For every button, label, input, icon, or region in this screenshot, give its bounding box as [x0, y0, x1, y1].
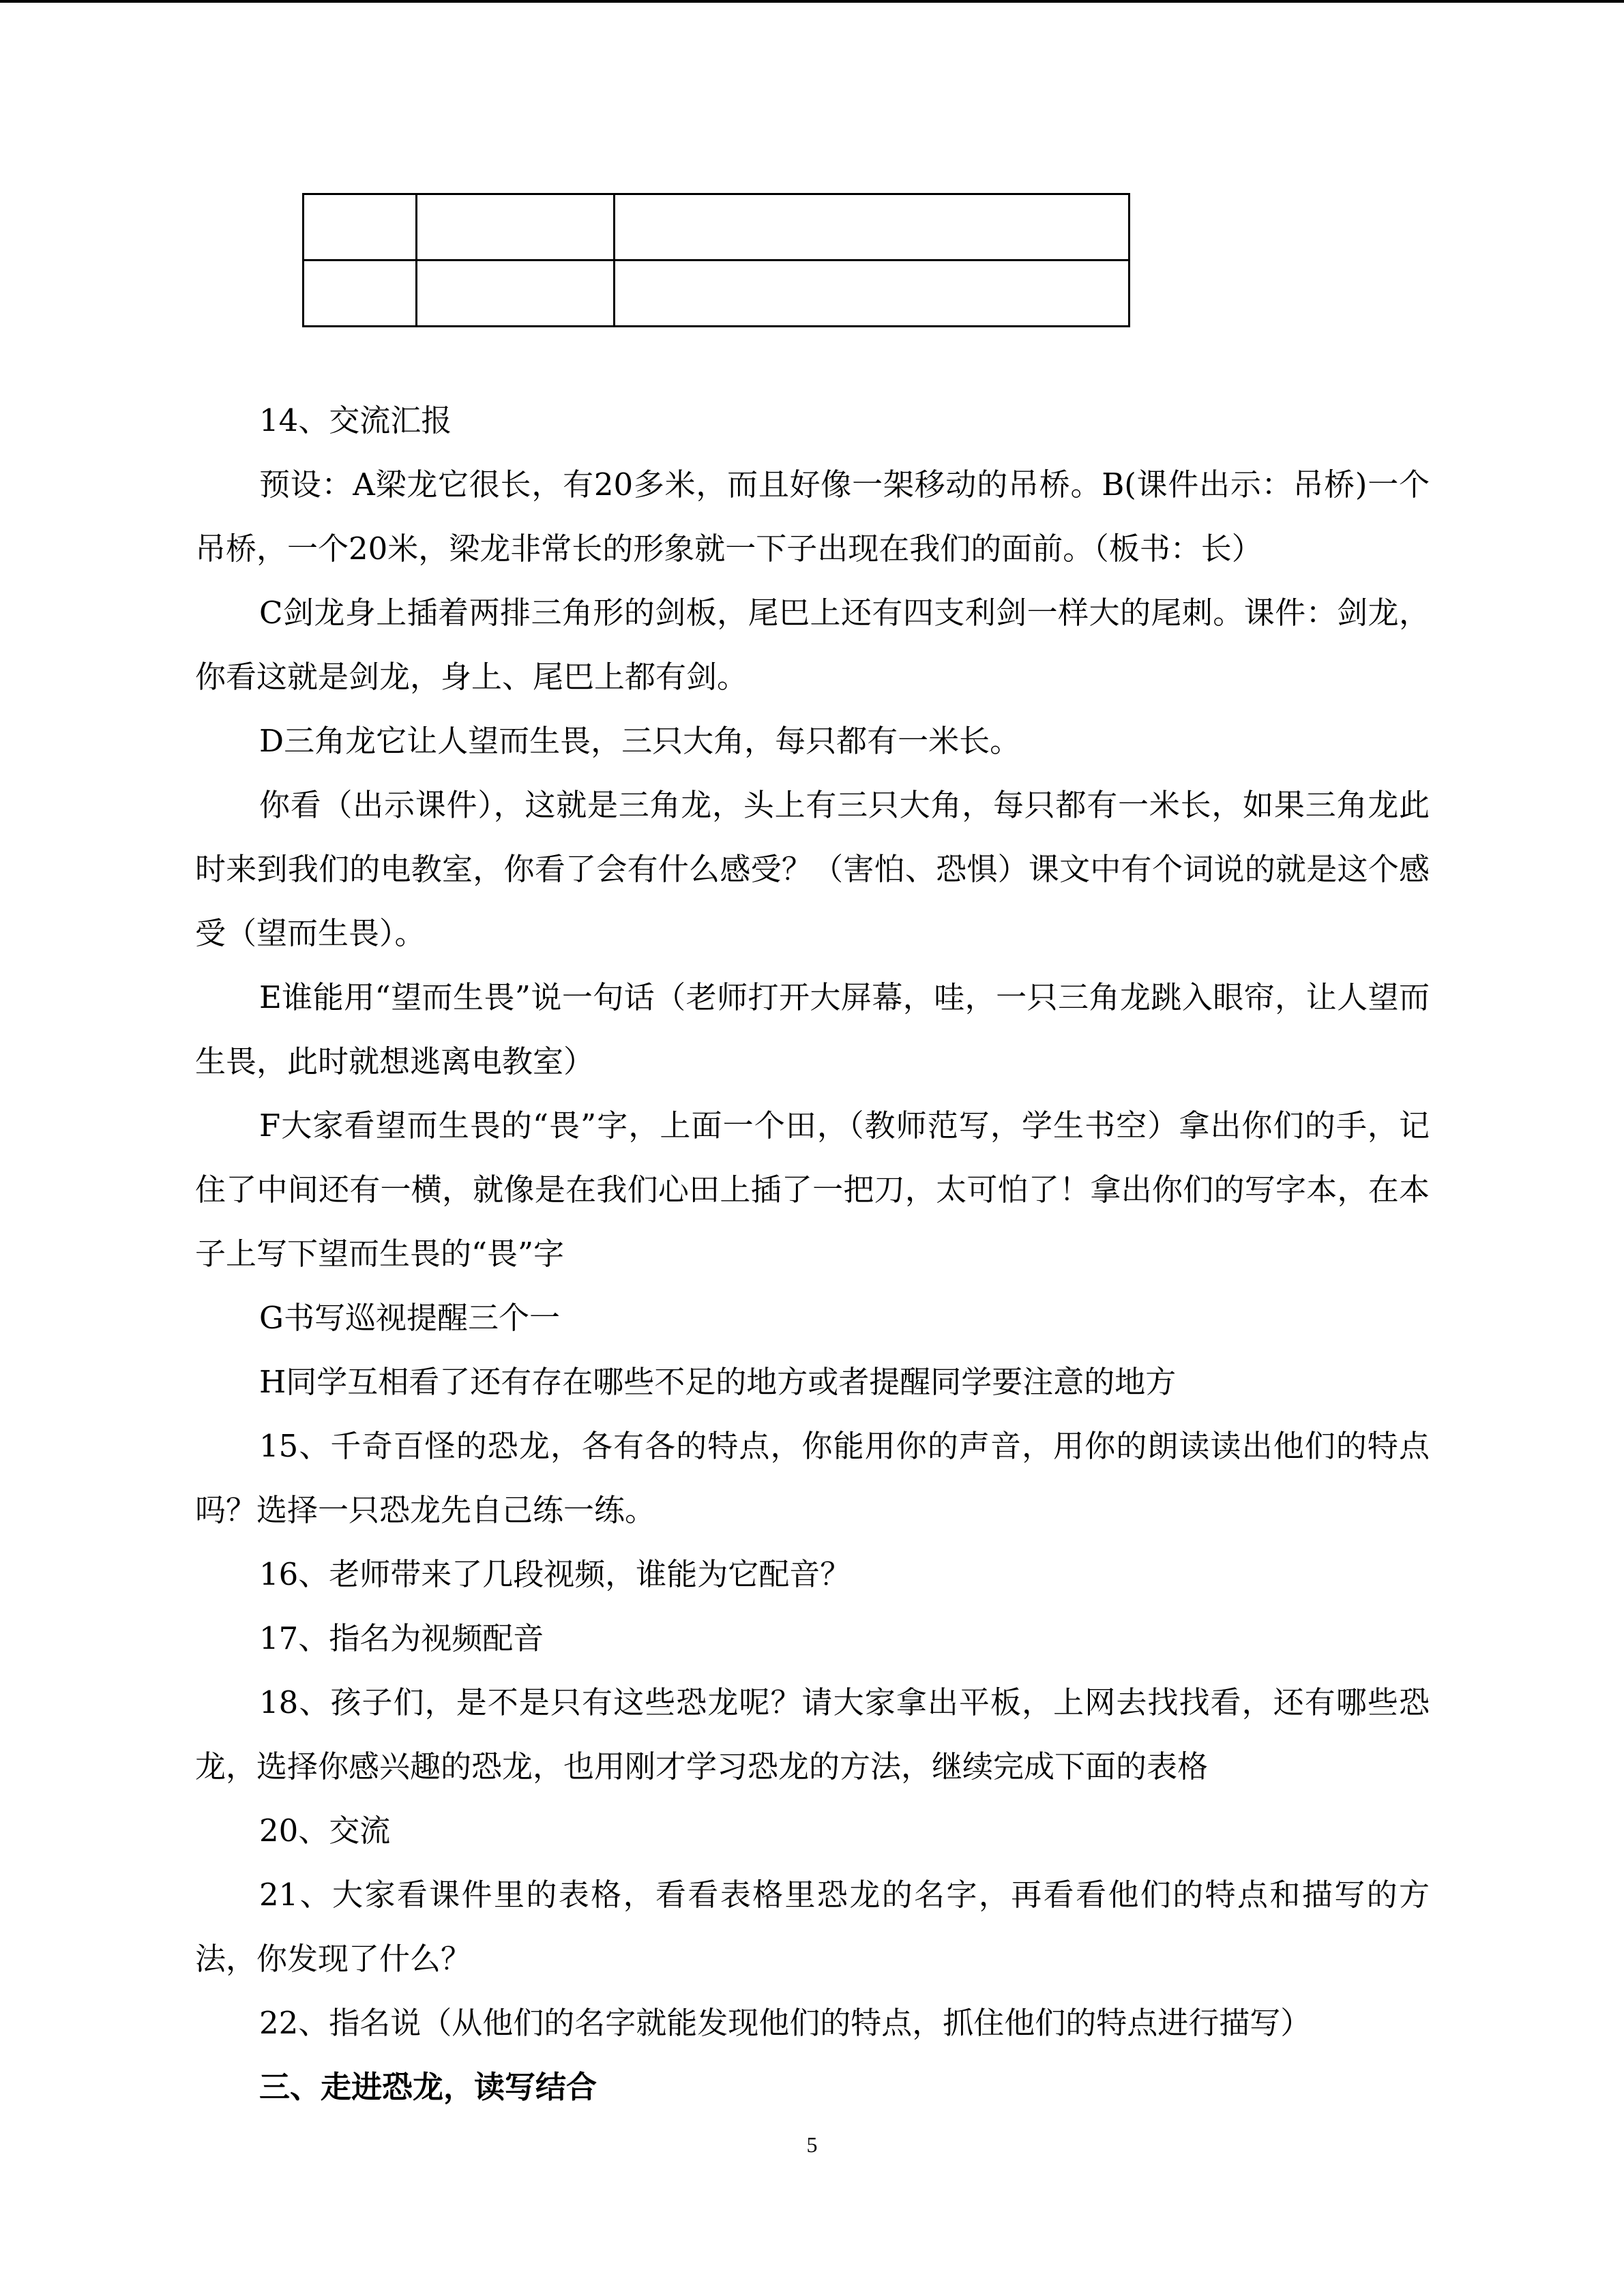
paragraph: F大家看望而生畏的“畏”字，上面一个田，（教师范写，学生书空）拿出你们的手，记住了中间还有一横，就像是在我们心田上插了一把刀，太可怕了！拿出你们的写字本，在本子上写下望而生畏的“畏”字	[195, 1107, 1430, 1272]
paragraph: 18、孩子们，是不是只有这些恐龙呢？请大家拿出平板，上网去找找看，还有哪些恐龙，选择你感兴趣的恐龙，也用刚才学习恐龙的方法，继续完成下面的表格	[195, 1684, 1430, 1785]
table-row	[304, 260, 1130, 327]
paragraph: H同学互相看了还有存在哪些不足的地方或者提醒同学要注意的地方	[259, 1364, 1177, 1400]
paragraph: 16、老师带来了几段视频，谁能为它配音？	[259, 1556, 851, 1592]
paragraph: D三角龙它让人望而生畏，三只大角，每只都有一米长。	[259, 723, 1021, 759]
table-cell	[304, 194, 417, 260]
table-row	[304, 194, 1130, 260]
paragraph: 15、千奇百怪的恐龙，各有各的特点，你能用你的声音，用你的朗读读出他们的特点吗？选择一只恐龙先自己练一练。	[195, 1428, 1430, 1528]
table-cell	[304, 260, 417, 327]
paragraph: 预设：A梁龙它很长，有20多米，而且好像一架移动的吊桥。B(课件出示：吊桥)一个吊桥，一个20米，梁龙非常长的形象就一下子出现在我们的面前。（板书：长）	[195, 466, 1430, 567]
paragraph: 20、交流	[259, 1813, 391, 1849]
paragraph: G书写巡视提醒三个一	[259, 1300, 560, 1336]
empty-table	[302, 193, 1130, 327]
page-top-border	[0, 0, 1624, 3]
paragraph: C剑龙身上插着两排三角形的剑板，尾巴上还有四支利剑一样大的尾刺。课件：剑龙，你看这就是剑龙，身上、尾巴上都有剑。	[195, 595, 1430, 695]
paragraph: 17、指名为视频配音	[259, 1620, 544, 1656]
document-body	[195, 389, 1430, 2119]
paragraph: 你看（出示课件），这就是三角龙，头上有三只大角，每只都有一米长，如果三角龙此时来到我们的电教室，你看了会有什么感受？（害怕、恐惧）课文中有个词说的就是这个感受（望而生畏）。	[195, 787, 1430, 951]
table-cell	[615, 194, 1130, 260]
paragraph: 14、交流汇报	[259, 402, 452, 438]
table-cell	[615, 260, 1130, 327]
page-number: 5	[806, 2132, 818, 2157]
paragraph: 22、指名说（从他们的名字就能发现他们的特点，抓住他们的特点进行描写）	[259, 2005, 1312, 2041]
table-cell	[417, 194, 615, 260]
section-heading: 三、走进恐龙，读写结合	[259, 2069, 597, 2105]
paragraph: E谁能用“望而生畏”说一句话（老师打开大屏幕，哇，一只三角龙跳入眼帘，让人望而生畏，此时就想逃离电教室）	[195, 979, 1430, 1079]
paragraph: 21、大家看课件里的表格，看看表格里恐龙的名字，再看看他们的特点和描写的方法，你发现了什么？	[195, 1877, 1430, 1977]
table-cell	[417, 260, 615, 327]
